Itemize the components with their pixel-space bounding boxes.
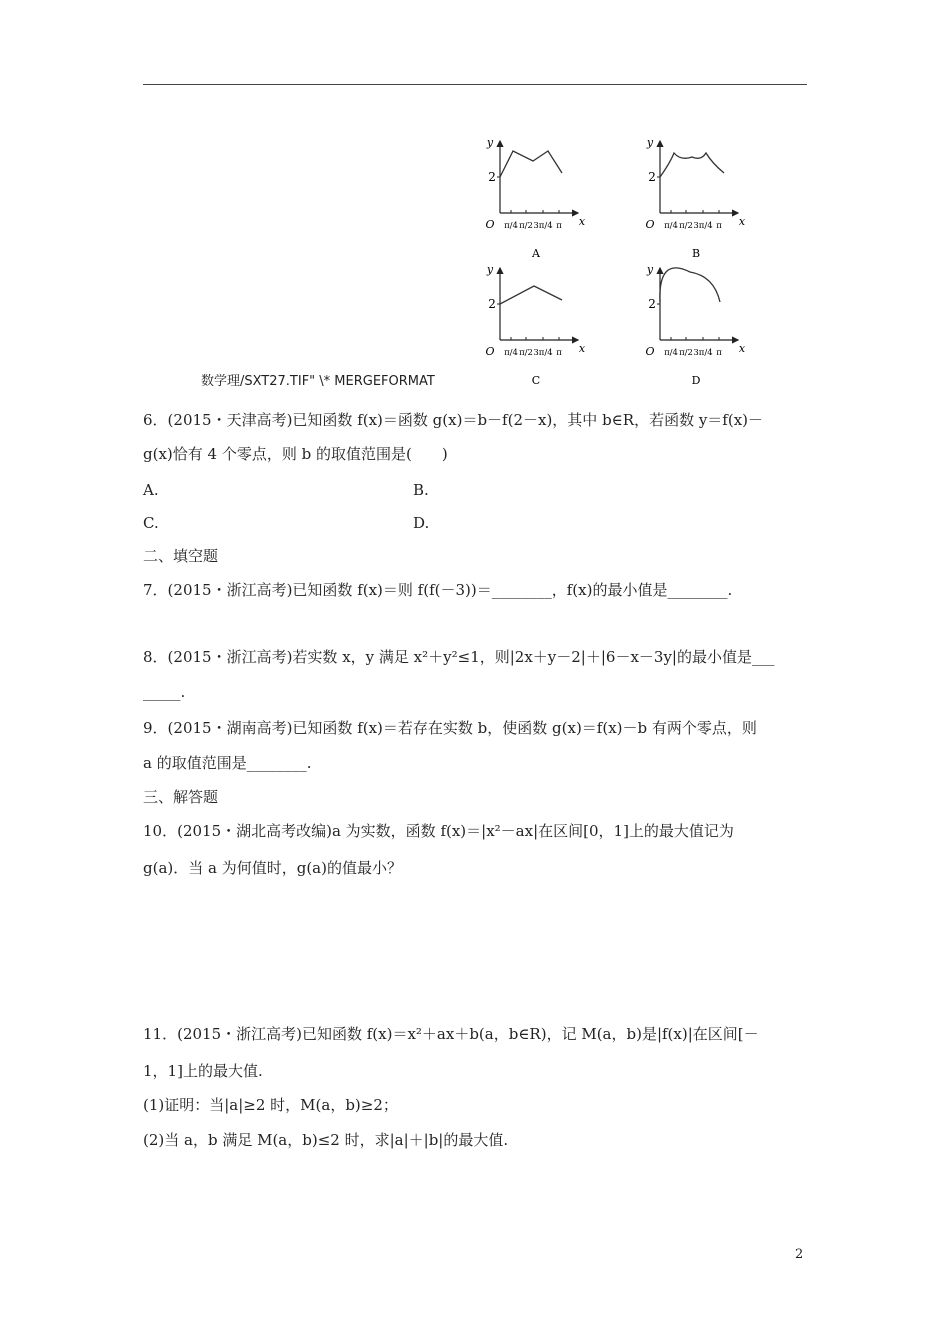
- q6-option-a: A.: [143, 481, 159, 499]
- x-tick-label: π/4: [664, 348, 678, 358]
- origin-label: O: [485, 218, 495, 231]
- q6-line2: g(x)恰有 4 个零点，则 b 的取值范围是( ): [143, 445, 448, 463]
- q8-line1: 8．(2015・浙江高考)若实数 x，y 满足 x²＋y²≤1，则|2x＋y－2|＋|6－x－3y|的最小值是___: [143, 648, 775, 666]
- function-curve: [660, 153, 724, 177]
- origin-label: O: [645, 218, 655, 231]
- q8-line2: _____.: [143, 683, 186, 701]
- q7: 7．(2015・浙江高考)已知函数 f(x)＝则 f(f(－3))＝________，f(x)的最小值是________.: [143, 581, 733, 599]
- graph-panel-a: [485, 136, 585, 260]
- origin-label: O: [485, 345, 495, 358]
- panel-label: B: [691, 247, 701, 260]
- q10-line2: g(a)．当 a 为何值时，g(a)的值最小？: [143, 859, 402, 877]
- graph-panel-b: [645, 136, 745, 260]
- q10-line1: 10．(2015・湖北高考改编)a 为实数，函数 f(x)＝|x²－ax|在区间[0，1]上的最大值记为: [143, 822, 734, 840]
- y-axis-label: y: [646, 136, 654, 149]
- x-tick-label: π/4: [504, 348, 518, 358]
- y-tick-label: 2: [488, 170, 496, 184]
- x-axis-label: x: [738, 215, 746, 228]
- x-tick-label: π/2: [519, 348, 533, 358]
- y-tick-label: 2: [648, 297, 656, 311]
- x-axis-label: x: [578, 342, 586, 355]
- q6-option-d: D.: [413, 514, 430, 532]
- function-curve: [500, 151, 562, 177]
- section-fill-in: 二、填空题: [143, 547, 219, 565]
- panel-label: C: [531, 374, 541, 387]
- x-tick-label: 3π/4: [533, 221, 553, 231]
- x-tick-label: 3π/4: [693, 221, 713, 231]
- function-curve: [500, 286, 562, 304]
- function-curve: [660, 268, 720, 302]
- graph-panel-c: [485, 263, 585, 387]
- origin-label: O: [645, 345, 655, 358]
- x-tick-label: π: [556, 221, 562, 231]
- x-axis-label: x: [738, 342, 746, 355]
- x-axis-label: x: [578, 215, 586, 228]
- figure-caption: 数学理/SXT27.TIF" \* MERGEFORMAT: [201, 374, 435, 389]
- graph-panel-d: [645, 263, 745, 387]
- q11-line2: 1，1]上的最大值.: [143, 1062, 263, 1080]
- q6-option-b: B.: [413, 481, 429, 499]
- x-tick-label: π/2: [679, 221, 693, 231]
- x-tick-label: π: [716, 221, 722, 231]
- x-tick-label: π/4: [504, 221, 518, 231]
- y-axis-label: y: [486, 136, 494, 149]
- y-axis-label: y: [646, 263, 654, 276]
- q11-line1: 11．(2015・浙江高考)已知函数 f(x)＝x²＋ax＋b(a，b∈R)，记 M(a，b)是|f(x)|在区间[－: [143, 1025, 759, 1043]
- q9-line2: a 的取值范围是________.: [143, 754, 312, 772]
- panel-label: A: [532, 247, 540, 260]
- q6-line1: 6．(2015・天津高考)已知函数 f(x)＝函数 g(x)＝b－f(2－x)，其中 b∈R，若函数 y＝f(x)－: [143, 411, 764, 429]
- y-axis-label: y: [486, 263, 494, 276]
- function-graph-figure: [0, 0, 950, 400]
- y-tick-label: 2: [488, 297, 496, 311]
- panel-label: D: [691, 374, 701, 387]
- x-tick-label: π: [716, 348, 722, 358]
- q11-part2: (2)当 a，b 满足 M(a，b)≤2 时，求|a|＋|b|的最大值.: [143, 1131, 509, 1149]
- x-tick-label: π: [556, 348, 562, 358]
- y-tick-label: 2: [648, 170, 656, 184]
- section-solutions: 三、解答题: [143, 788, 219, 806]
- x-tick-label: π/2: [679, 348, 693, 358]
- page-number: 2: [795, 1247, 804, 1262]
- q9-line1: 9．(2015・湖南高考)已知函数 f(x)＝若存在实数 b，使函数 g(x)＝f(x)－b 有两个零点，则: [143, 719, 757, 737]
- x-tick-label: π/2: [519, 221, 533, 231]
- q6-option-c: C.: [143, 514, 159, 532]
- x-tick-label: 3π/4: [693, 348, 713, 358]
- x-tick-label: 3π/4: [533, 348, 553, 358]
- q11-part1: (1)证明：当|a|≥2 时，M(a，b)≥2；: [143, 1096, 398, 1114]
- x-tick-label: π/4: [664, 221, 678, 231]
